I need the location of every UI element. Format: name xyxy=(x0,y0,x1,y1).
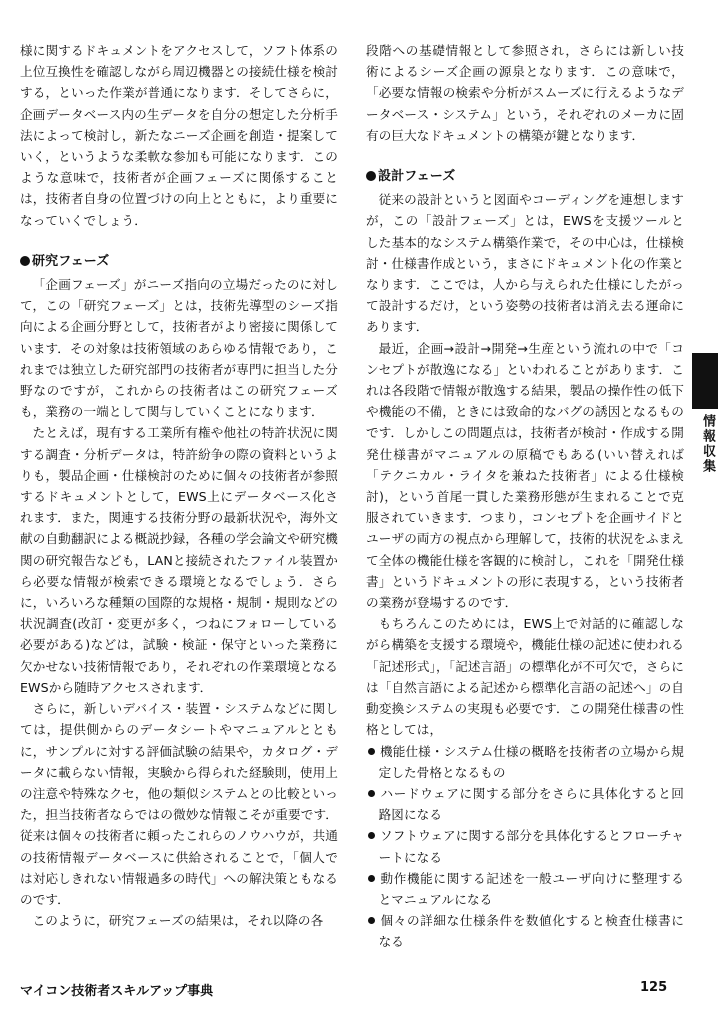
left-column xyxy=(20,40,338,931)
heading-bullet-icon xyxy=(20,256,30,266)
research-paragraph: さらに，新しいデバイス・装置・システムなどに関しては，提供側からのデータシートやマニュアルとともに，サンプルに対する評価試験の結果や，カタログ・データに載らない情報，実験から得られた経験則，使用上の注意や特殊なクセ，他の類似システムとの比較といった，担当技術者ならではの微妙な情報こそが重要です．従来は個々の技術者に頼ったこれらのノウハウが，共通の技術情報データベースに供給されることで，「個人では対応しきれない情報過多の時代」への解決策ともなるのです． xyxy=(20,701,338,907)
left-intro-paragraph: 様に関するドキュメントをアクセスして，ソフト体系の上位互換性を確認しながら周辺機器との接続仕様を検討する，といった作業が普通になります．そしてさらに，企画データベース内の生データを自分の想定した分析手法によって検討し，新たなニーズ企画を創造・提案していく，というような柔軟な参加も可能になります．このような意味で，技術者が企画フェーズに関係することは，技術者自身の位置づけの向上とともに，より重要になっていくでしょう． xyxy=(20,43,338,228)
right-intro-paragraph: 段階への基礎情報として参照され，さらには新しい技術によるシーズ企画の源泉となります．この意味で，「必要な情報の検索や分析がスムーズに行えるようなデータベース・システム」という，それぞれのメーカに固有の巨大なドキュメントの構築が鍵となります． xyxy=(366,43,684,143)
bullet-icon xyxy=(368,917,375,924)
spec-bullet-item: ハードウェアに関する部分をさらに具体化すると回路図になる xyxy=(366,783,684,825)
design-paragraph: もちろんこのためには，EWS上で対話的に確認しながら構築を支援する環境や，機能仕様の記述に使われる「記述形式」，「記述言語」の標準化が不可欠で，さらには「自然言語による記述から標準化言語の記述へ」の自動変換システムの実現も必要です．この開発仕様書の性格としては， xyxy=(366,616,684,738)
spec-bullet-item: 動作機能に関する記述を一般ユーザ向けに整理するとマニュアルになる xyxy=(366,868,684,910)
right-column xyxy=(366,40,684,953)
spec-bullet-item: ソフトウェアに関する部分を具体化するとフローチャートになる xyxy=(366,825,684,867)
section-heading-design-text: 設計フェーズ xyxy=(378,169,456,185)
research-paragraph: このように，研究フェーズの結果は，それ以降の各 xyxy=(32,913,324,929)
bullet-icon xyxy=(368,790,375,797)
chapter-thumb-tab xyxy=(692,353,718,409)
spec-bullet-item: 機能仕様・システム仕様の概略を技術者の立場から規定した骨格となるもの xyxy=(366,741,684,783)
bullet-icon xyxy=(368,748,375,755)
research-paragraph: たとえば，現有する工業所有権や他社の特許状況に関する調査・分析データは，特許紛争の際の資料というよりも，製品企画・仕様検討のために個々の技術者が参照するドキュメントとして，EWS上にデータベース化されます．また，関連する技術分野の最新状況や，海外文献の自動翻訳による概説抄録，各種の学会論文や研究機関の研究報告なども，LANと接続されたファイル装置から必要な情報が検索できる環境となるでしょう．さらに，いろいろな種類の国際的な規格・規制・規則などの状況調査(改訂・変更が多く，つねにフォローしている必要がある)などは，試験・検証・保守といった業務に欠かせない技術情報であり，それぞれの作業環境となるEWSから随時アクセスされます． xyxy=(20,425,338,695)
section-heading-design xyxy=(366,166,684,187)
chapter-side-label: 情報収集 xyxy=(700,414,715,474)
bullet-icon xyxy=(368,832,375,839)
footer-page-number: 125 xyxy=(640,980,668,995)
research-paragraph: 「企画フェーズ」がニーズ指向の立場だったのに対して，この「研究フェーズ」とは，技術先導型のシーズ指向による企画分野として，技術者がより密接に関係しています．その対象は技術領域のあらゆる情報であり，これまでは独立した研究部門の技術者が専門に担当した分野なのですが，これからの技術者はこの研究フェーズも，業務の一端として関与していくことになります． xyxy=(20,277,338,420)
section-heading-research-text: 研究フェーズ xyxy=(32,253,110,269)
heading-bullet-icon xyxy=(366,171,376,181)
footer-book-title: マイコン技術者スキルアップ事典 xyxy=(20,984,214,999)
design-paragraph: 従来の設計というと図面やコーディングを連想しますが，この「設計フェーズ」とは，EWSを支援ツールとした基本的なシステム構築作業で，その中心は，仕様検討・仕様書作成という，まさにドキュメント化の作業となります．ここでは，人から与えられた仕様にしたがって設計するだけ，という姿勢の技術者は消え去る運命にあります． xyxy=(366,192,684,335)
design-paragraph: 最近，企画→設計→開発→生産という流れの中で「コンセプトが散逸になる」といわれることがあります．これは各段階で情報が散逸する結果，製品の操作性の低下や機能の不備，ときには致命的なバグの誘因となるものです．しかしこの問題点は，技術者が検討・作成する開発仕様書がマニュアルの原稿でもある(いい替えれば「テクニカル・ライタを兼ねた技術者」による仕様検討)，という首尾一貫した業務形態が生まれることで克服されていきます．つまり，コンセプトを企画サイドとユーザの両方の視点から理解して，技術的状況をふまえて全体の機能仕様を客観的に検討し，これを「開発仕様書」というドキュメントの形に表現する，という技術者の業務が登場するのです． xyxy=(366,340,684,611)
spec-bullet-item: 個々の詳細な仕様条件を数値化すると検査仕様書になる xyxy=(366,910,684,952)
section-heading-research xyxy=(20,251,338,272)
bullet-icon xyxy=(368,875,375,882)
